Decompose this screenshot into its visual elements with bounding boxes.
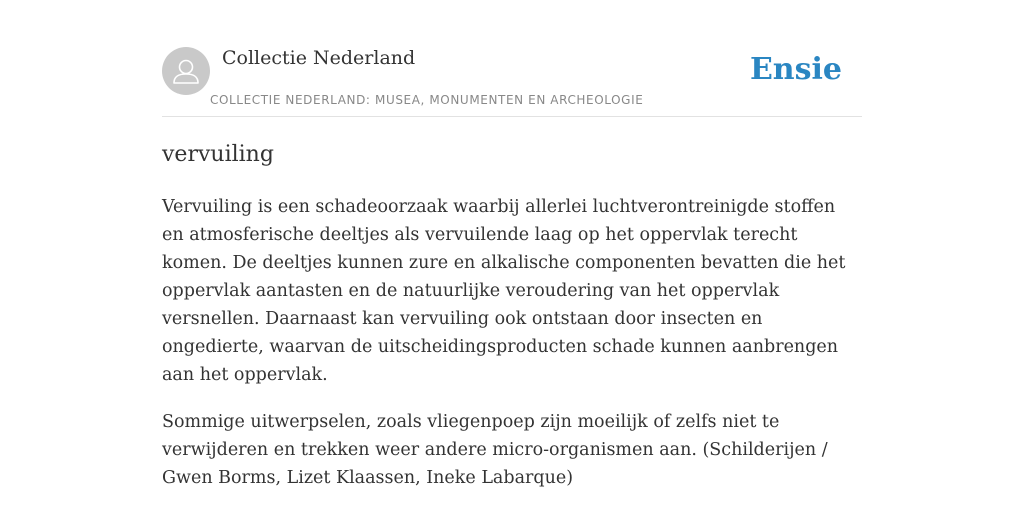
entry-paragraph-2: Sommige uitwerpselen, zoals vliegenpoep zijn moeilijk of zelfs niet te verwijderen en trekken weer andere micro-organismen aan. (Schilderijen / Gwen Borms, Lizet Klaassen, Ineke Labarque) bbox=[162, 412, 828, 488]
entry-card bbox=[162, 46, 862, 492]
avatar[interactable] bbox=[162, 47, 210, 95]
entry-term: vervuiling bbox=[162, 142, 274, 167]
user-silhouette-icon bbox=[162, 47, 210, 95]
source-subtitle[interactable]: COLLECTIE NEDERLAND: MUSEA, MONUMENTEN EN ARCHEOLOGIE bbox=[210, 93, 644, 107]
author-name[interactable]: Collectie Nederland bbox=[222, 47, 416, 69]
entry-paragraph-1: Vervuiling is een schadeoorzaak waarbij allerlei luchtverontreinigde stoffen en atmosferische deeltjes als vervuilende laag op het oppervlak terecht komen. De deeltjes kunnen zure en alkalische componenten bevatten die het oppervlak aantasten en de natuurlijke veroudering van het oppervlak versnellen. Daarnaast kan vervuiling ook ontstaan door insecten en ongedierte, waarvan de uitscheidingsproducten schade kunnen aanbrengen aan het oppervlak. bbox=[162, 197, 846, 385]
brand-logo[interactable]: Ensie bbox=[749, 52, 842, 87]
entry-header bbox=[162, 46, 862, 117]
